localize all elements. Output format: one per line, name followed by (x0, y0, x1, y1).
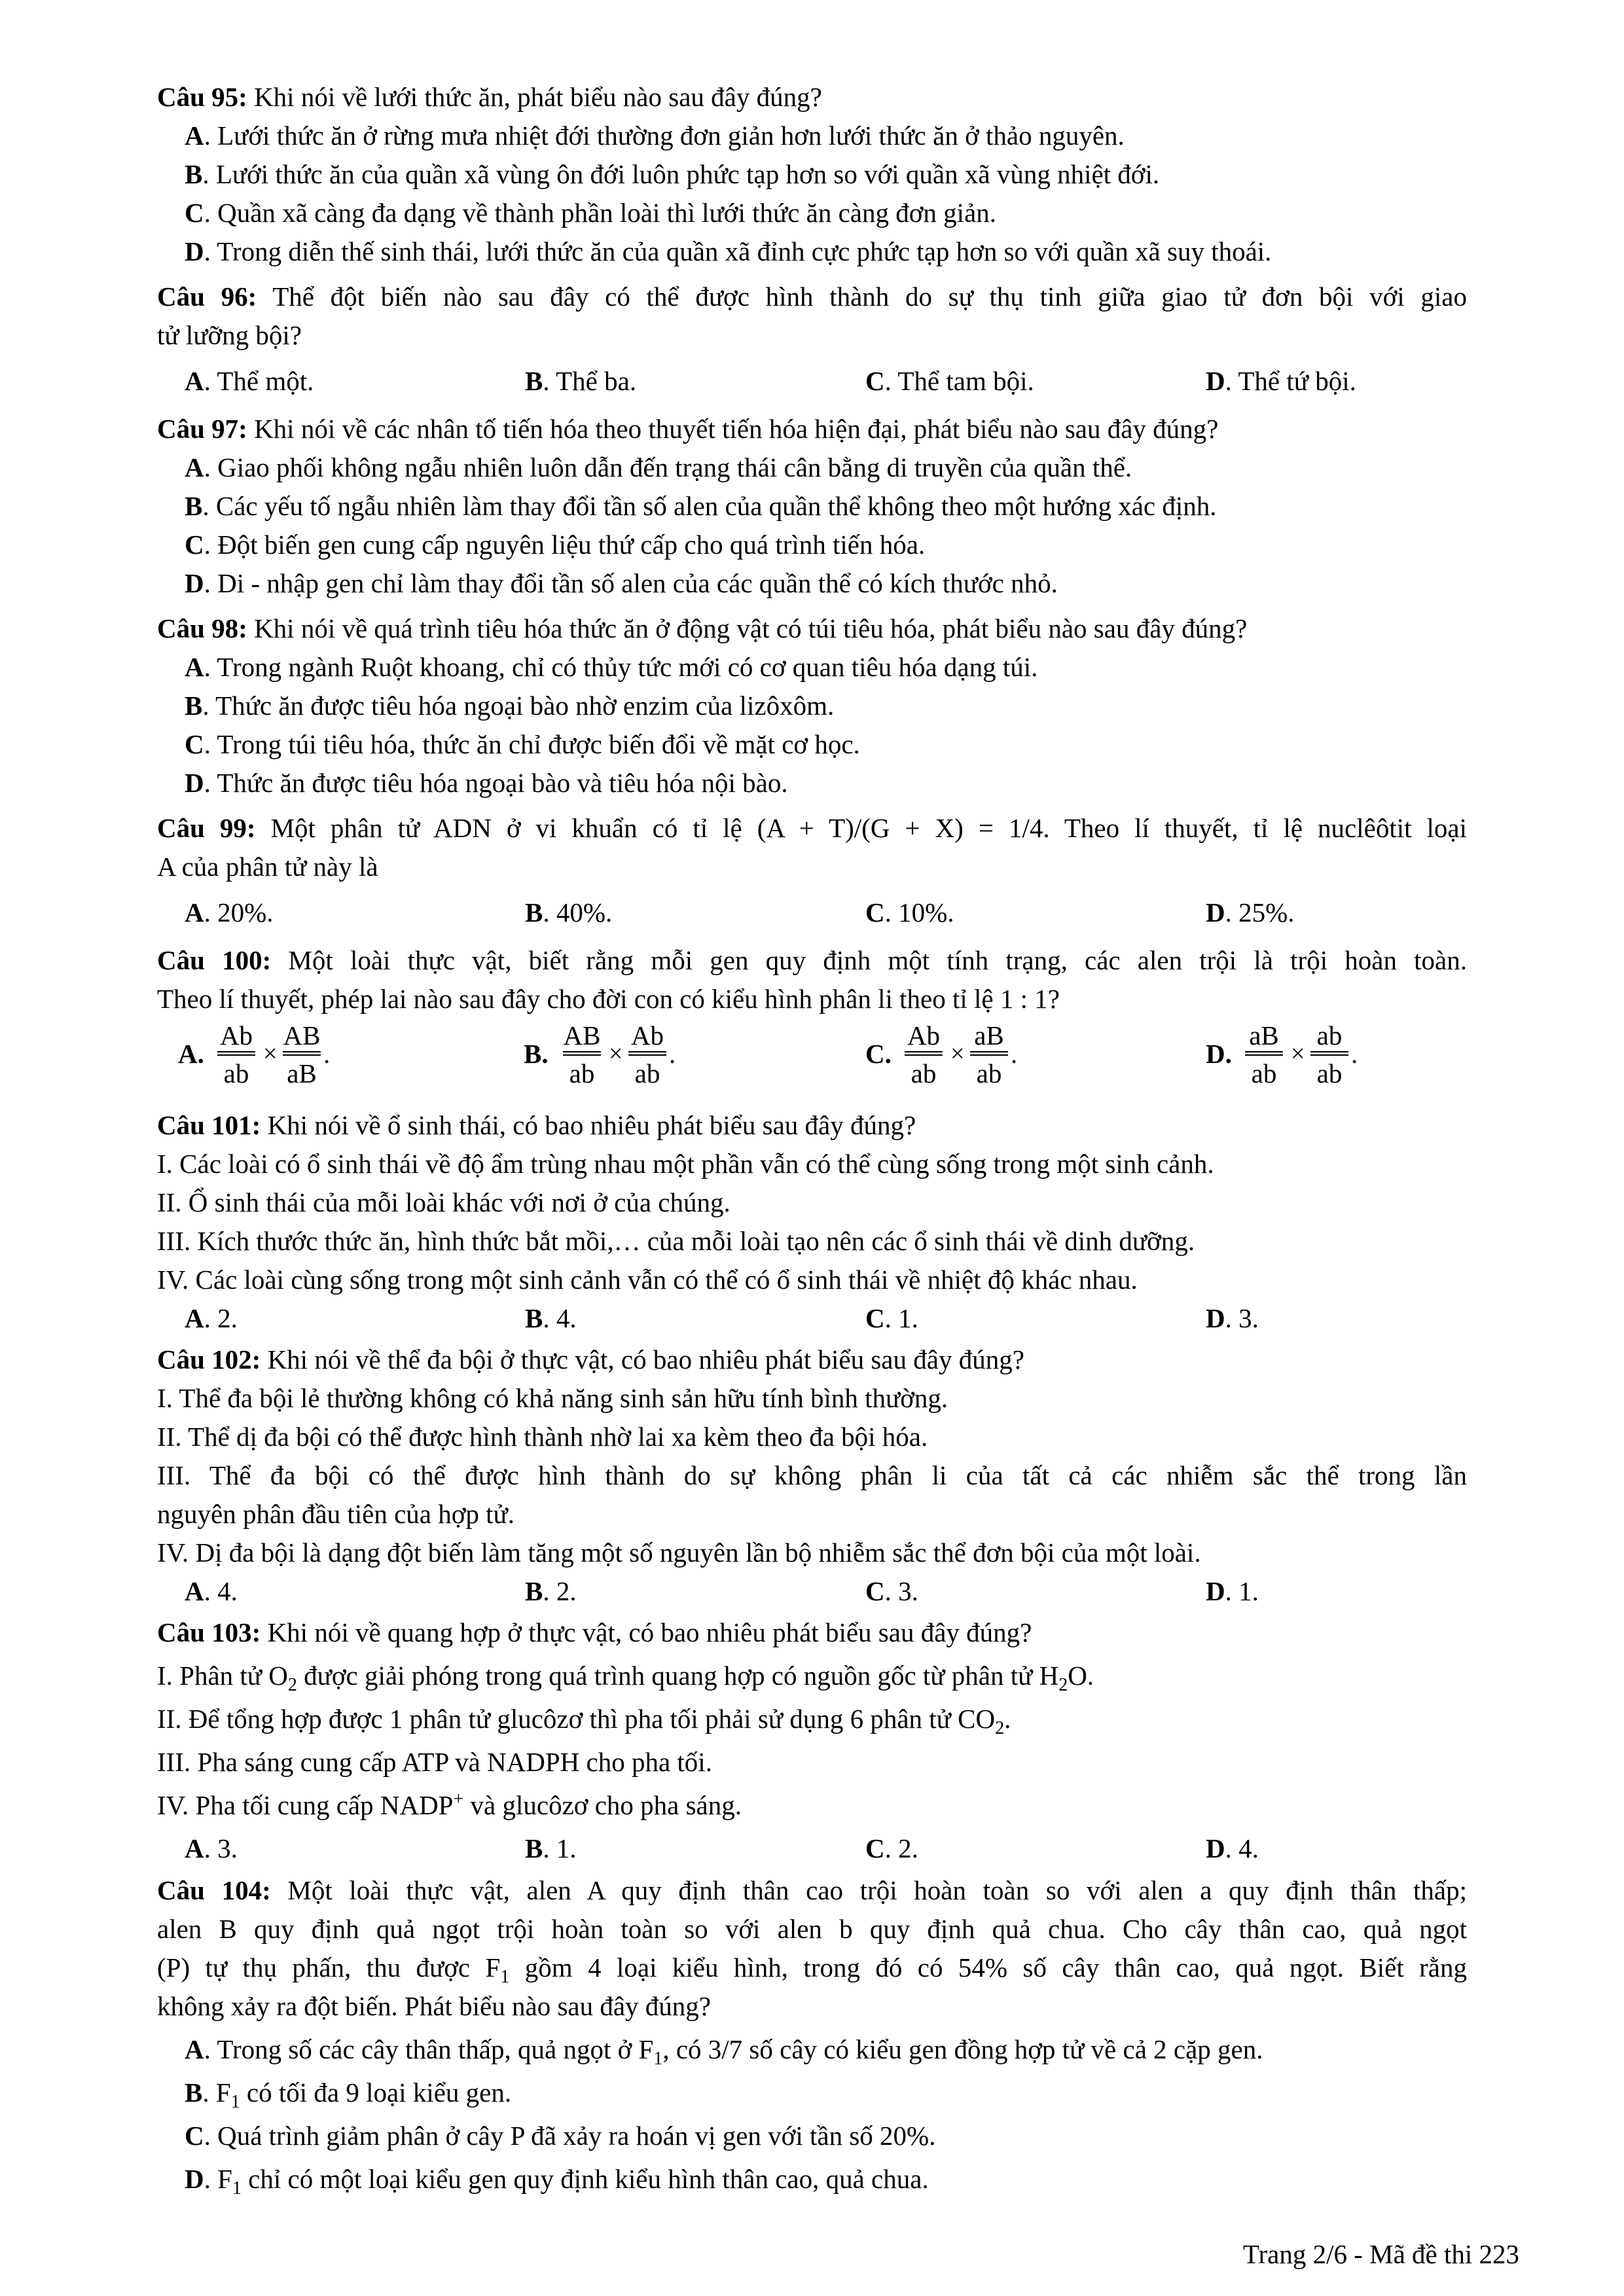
cross-options-row: A. Ab ab × AB aB . B. AB ab × Ab ab . C. Ab ab × aB ab . D. aB ab × ab ab . (178, 1020, 1487, 1092)
option-d: D. 4. (1206, 1833, 1259, 1863)
option-a: A. Giao phối không ngẫu nhiên luôn dẫn đến trạng thái cân bằng di truyền của quần thể. (185, 452, 1132, 482)
question-text: Một loài thực vật, alen A quy định thân cao trội hoàn toàn so với alen a quy định thân thấp; (270, 1875, 1467, 1905)
question-99 (157, 811, 1467, 845)
option-a: A. 3. (185, 1833, 238, 1863)
question-97 (157, 412, 1218, 446)
question-104-line2: alen B quy định quả ngọt trội hoàn toàn so với alen b quy định quả chua. Cho cây thân cao, quả ngọt (157, 1914, 1467, 1944)
question-98 (157, 611, 1247, 645)
option-a: A. Trong ngành Ruột khoang, chỉ có thủy tức mới có cơ quan tiêu hóa dạng túi. (185, 652, 1038, 682)
question-text: Thể đột biến nào sau đây có thể được hình thành do sự thụ tinh giữa giao tử đơn bội với giao (257, 281, 1467, 312)
statement-1: I. Thể đa bội lẻ thường không có khả năng sinh sản hữu tính bình thường. (157, 1383, 948, 1413)
option-d: D. Trong diễn thế sinh thái, lưới thức ăn của quần xã đỉnh cực phức tạp hơn so với quần xã suy thoái. (185, 236, 1272, 266)
question-text: Khi nói về quang hợp ở thực vật, có bao nhiêu phát biểu sau đây đúng? (261, 1617, 1032, 1647)
question-number: Câu 98: (157, 613, 247, 643)
option-c: C. 2. (865, 1833, 918, 1863)
question-text: Khi nói về thể đa bội ở thực vật, có bao nhiêu phát biểu sau đây đúng? (261, 1344, 1024, 1374)
option-c: C. 10%. (865, 897, 954, 927)
option-b: B. Lưới thức ăn của quần xã vùng ôn đới luôn phức tạp hơn so với quần xã vùng nhiệt đới. (185, 159, 1160, 189)
genotype-fraction: aB ab (969, 1020, 1009, 1091)
option-c: C. Trong túi tiêu hóa, thức ăn chỉ được biến đổi về mặt cơ học. (185, 729, 860, 759)
statement-1: I. Các loài có ổ sinh thái về độ ẩm trùng nhau một phần vẫn có thể cùng sống trong một sinh cảnh. (157, 1149, 1214, 1179)
question-number: Câu 101: (157, 1110, 261, 1140)
statement-4: IV. Các loài cùng sống trong một sinh cảnh vẫn có thể có ổ sinh thái về nhiệt độ khác nhau. (157, 1265, 1138, 1295)
option-b: B. 4. (525, 1303, 577, 1333)
question-text: Khi nói về ổ sinh thái, có bao nhiêu phát biểu sau đây đúng? (261, 1110, 916, 1140)
question-text: Khi nói về lưới thức ăn, phát biểu nào sau đây đúng? (247, 82, 822, 112)
question-text: Khi nói về các nhân tố tiến hóa theo thuyết tiến hóa hiện đại, phát biểu nào sau đây đúng? (247, 414, 1219, 444)
option-a: A. 4. (185, 1576, 238, 1606)
question-number: Câu 99: (157, 813, 256, 843)
question-104-line3: (P) tự thụ phấn, thu được $F_1$ gồm 4 loại kiểu hình, trong đó có 54% số cây thân cao, quả ngọt. Biết rằng (157, 1952, 1467, 1988)
option-b: B. 40%. (525, 897, 613, 927)
question-95 (157, 80, 822, 114)
option-b: B. Thức ăn được tiêu hóa ngoại bào nhờ enzim của lizôxôm. (185, 691, 835, 721)
statement-3-cont: nguyên phân đầu tiên của hợp tử. (157, 1499, 515, 1529)
question-96-cont: tử lưỡng bội? (157, 320, 302, 350)
question-text: Một phân tử ADN ở vi khuẩn có tỉ lệ (A + T)/(G + X) = 1/4. Theo lí thuyết, tỉ lệ nuclêôtit loại (255, 813, 1467, 843)
option-d: D. Di - nhập gen chỉ làm thay đổi tần số alen của các quần thể có kích thước nhỏ. (185, 568, 1058, 598)
option-c: C. 1. (865, 1303, 918, 1333)
option-b: B. $F_1$ có tối đa 9 loại kiểu gen. (185, 2077, 512, 2113)
question-number: Câu 104: (157, 1875, 271, 1905)
statement-2: II. Thể dị đa bội có thể được hình thành nhờ lai xa kèm theo đa bội hóa. (157, 1422, 928, 1452)
statement-3: III. Thể đa bội có thể được hình thành do sự không phân li của tất cả các nhiễm sắc thể trong lần (157, 1460, 1467, 1490)
question-101 (157, 1108, 916, 1142)
genotype-fraction: ab ab (1309, 1020, 1350, 1091)
option-a: A. 20%. (185, 897, 274, 927)
genotype-fraction: Ab ab (627, 1020, 668, 1091)
question-text: Khi nói về quá trình tiêu hóa thức ăn ở động vật có túi tiêu hóa, phát biểu nào sau đây đúng? (247, 613, 1248, 643)
option-d: D. $F_1$ chỉ có một loại kiểu gen quy định kiểu hình thân cao, quả chua. (185, 2164, 929, 2199)
statement-3: III. Kích thước thức ăn, hình thức bắt mồi,… của mỗi loài tạo nên các ổ sinh thái về dinh dưỡng. (157, 1226, 1195, 1256)
statement-1: I. Phân tử $O_2$ được giải phóng trong quá trình quang hợp có nguồn gốc từ phân tử $H_2O$. (157, 1660, 1094, 1696)
option-d: D. Thức ăn được tiêu hóa ngoại bào và tiêu hóa nội bào. (185, 768, 788, 798)
option-b: B. Thể ba. (525, 366, 637, 396)
genotype-fraction: Ab ab (216, 1020, 257, 1091)
option-b: B. 1. (525, 1833, 577, 1863)
option-a: A. Lưới thức ăn ở rừng mưa nhiệt đới thường đơn giản hơn lưới thức ăn ở thảo nguyên. (185, 120, 1125, 151)
question-103 (157, 1615, 1032, 1649)
option-c: C. Thể tam bội. (865, 366, 1034, 396)
statement-3: III. Pha sáng cung cấp ATP và NADPH cho pha tối. (157, 1747, 712, 1777)
option-c: C. Đột biến gen cung cấp nguyên liệu thứ cấp cho quá trình tiến hóa. (185, 529, 926, 560)
question-104 (157, 1873, 1467, 1907)
question-number: Câu 97: (157, 414, 247, 444)
question-number: Câu 102: (157, 1344, 261, 1374)
statement-4: IV. Dị đa bội là dạng đột biến làm tăng một số nguyên lần bộ nhiễm sắc thể đơn bội của một loài. (157, 1537, 1201, 1568)
genotype-fraction: AB aB (283, 1020, 321, 1088)
genotype-fraction: AB ab (563, 1020, 601, 1088)
question-text: Một loài thực vật, biết rằng mỗi gen quy định một tính trạng, các alen trội là trội hoàn toàn. (271, 945, 1467, 975)
question-96 (157, 279, 1467, 314)
question-number: Câu 95: (157, 82, 247, 112)
option-a: A. Trong số các cây thân thấp, quả ngọt ở $F_1$, có 3/7 số cây có kiểu gen đồng hợp tử về cả 2 cặp gen. (185, 2034, 1263, 2070)
question-number: Câu 103: (157, 1617, 261, 1647)
question-100 (157, 943, 1467, 977)
option-a: A. 2. (185, 1303, 238, 1333)
statement-2: II. Ổ sinh thái của mỗi loài khác với nơi ở của chúng. (157, 1187, 731, 1217)
genotype-fraction: Ab ab (903, 1020, 944, 1091)
question-104-line4: không xảy ra đột biến. Phát biểu nào sau đây đúng? (157, 1991, 712, 2021)
option-d: D. 1. (1206, 1576, 1259, 1606)
statement-4: IV. Pha tối cung cấp NADP+ và glucôzơ cho pha sáng. (157, 1789, 742, 1820)
option-b: B. 2. (525, 1576, 577, 1606)
option-b: B. Các yếu tố ngẫu nhiên làm thay đổi tần số alen của quần thể không theo một hướng xác định. (185, 491, 1217, 521)
option-c: C. Quá trình giảm phân ở cây P đã xảy ra hoán vị gen với tần số 20%. (185, 2121, 936, 2151)
statement-2: II. Để tổng hợp được 1 phân tử glucôzơ thì pha tối phải sử dụng 6 phân tử $CO_2$. (157, 1704, 1011, 1739)
option-d: D. 25%. (1206, 897, 1295, 927)
question-100-cont: Theo lí thuyết, phép lai nào sau đây cho đời con có kiểu hình phân li theo tỉ lệ 1 : 1? (157, 984, 1060, 1014)
page-footer: Trang 2/6 - Mã đề thi 223 (1242, 2239, 1519, 2269)
question-99-cont: A của phân tử này là (157, 852, 378, 882)
option-c: C. Quần xã càng đa dạng về thành phần loài thì lưới thức ăn càng đơn giản. (185, 198, 997, 228)
genotype-fraction: aB ab (1244, 1020, 1284, 1091)
question-102 (157, 1342, 1024, 1376)
option-c: C. 3. (865, 1576, 918, 1606)
option-a: A. Thể một. (185, 366, 314, 396)
question-number: Câu 100: (157, 945, 272, 975)
option-d: D. 3. (1206, 1303, 1259, 1333)
question-number: Câu 96: (157, 281, 257, 312)
option-d: D. Thể tứ bội. (1206, 366, 1356, 396)
